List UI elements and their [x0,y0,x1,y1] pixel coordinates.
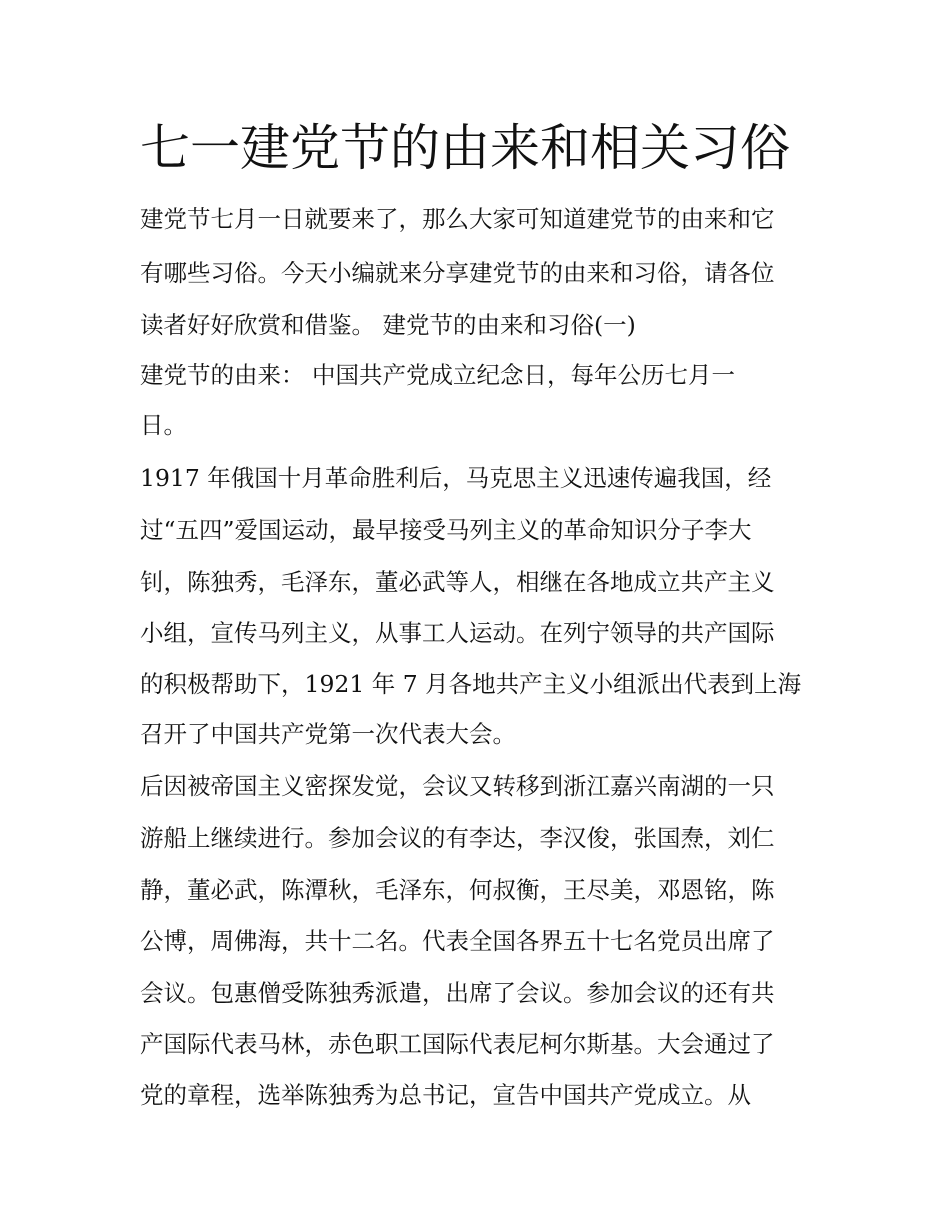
body-line-14: 静，董必武，陈潭秋，毛泽东，何叔衡，王尽美，邓恩铭，陈 [140,876,775,904]
document-title: 七一建党节的由来和相关习俗 [140,119,790,177]
body-line-11: 召开了中国共产党第一次代表大会。 [140,720,516,748]
body-line-15: 公博，周佛海，共十二名。代表全国各界五十七名党员出席了 [140,927,775,955]
body-line-18: 党的章程，选举陈独秀为总书记，宣告中国共产党成立。从 [140,1081,751,1109]
body-line-4: 建党节的由来： 中国共产党成立纪念日，每年公历七月一 [140,361,735,389]
body-line-9: 小组，宣传马列主义，从事工人运动。在列宁领导的共产国际 [140,619,775,647]
body-line-16: 会议。包惠僧受陈独秀派遣，出席了会议。参加会议的还有共 [140,979,775,1007]
body-line-1: 建党节七月一日就要来了，那么大家可知道建党节的由来和它 [140,205,775,233]
body-line-12: 后因被帝国主义密探发觉，会议又转移到浙江嘉兴南湖的一只 [140,772,775,800]
body-line-7: 过“五四”爱国运动，最早接受马列主义的革命知识分子李大 [140,516,752,544]
body-line-5: 日。 [140,411,187,439]
body-line-10: 的积极帮助下，1921 年 7 月各地共产主义小组派出代表到上海 [140,670,802,698]
body-line-3: 读者好好欣赏和借鉴。 建党节的由来和习俗(一) [140,311,636,339]
body-line-13: 游船上继续进行。参加会议的有李达，李汉俊，张国焘，刘仁 [140,824,775,852]
body-line-8: 钊，陈独秀，毛泽东，董必武等人，相继在各地成立共产主义 [140,568,775,596]
body-line-17: 产国际代表马林，赤色职工国际代表尼柯尔斯基。大会通过了 [140,1030,775,1058]
body-line-2: 有哪些习俗。今天小编就来分享建党节的由来和习俗，请各位 [140,259,775,287]
body-line-6: 1917 年俄国十月革命胜利后，马克思主义迅速传遍我国，经 [140,464,772,492]
